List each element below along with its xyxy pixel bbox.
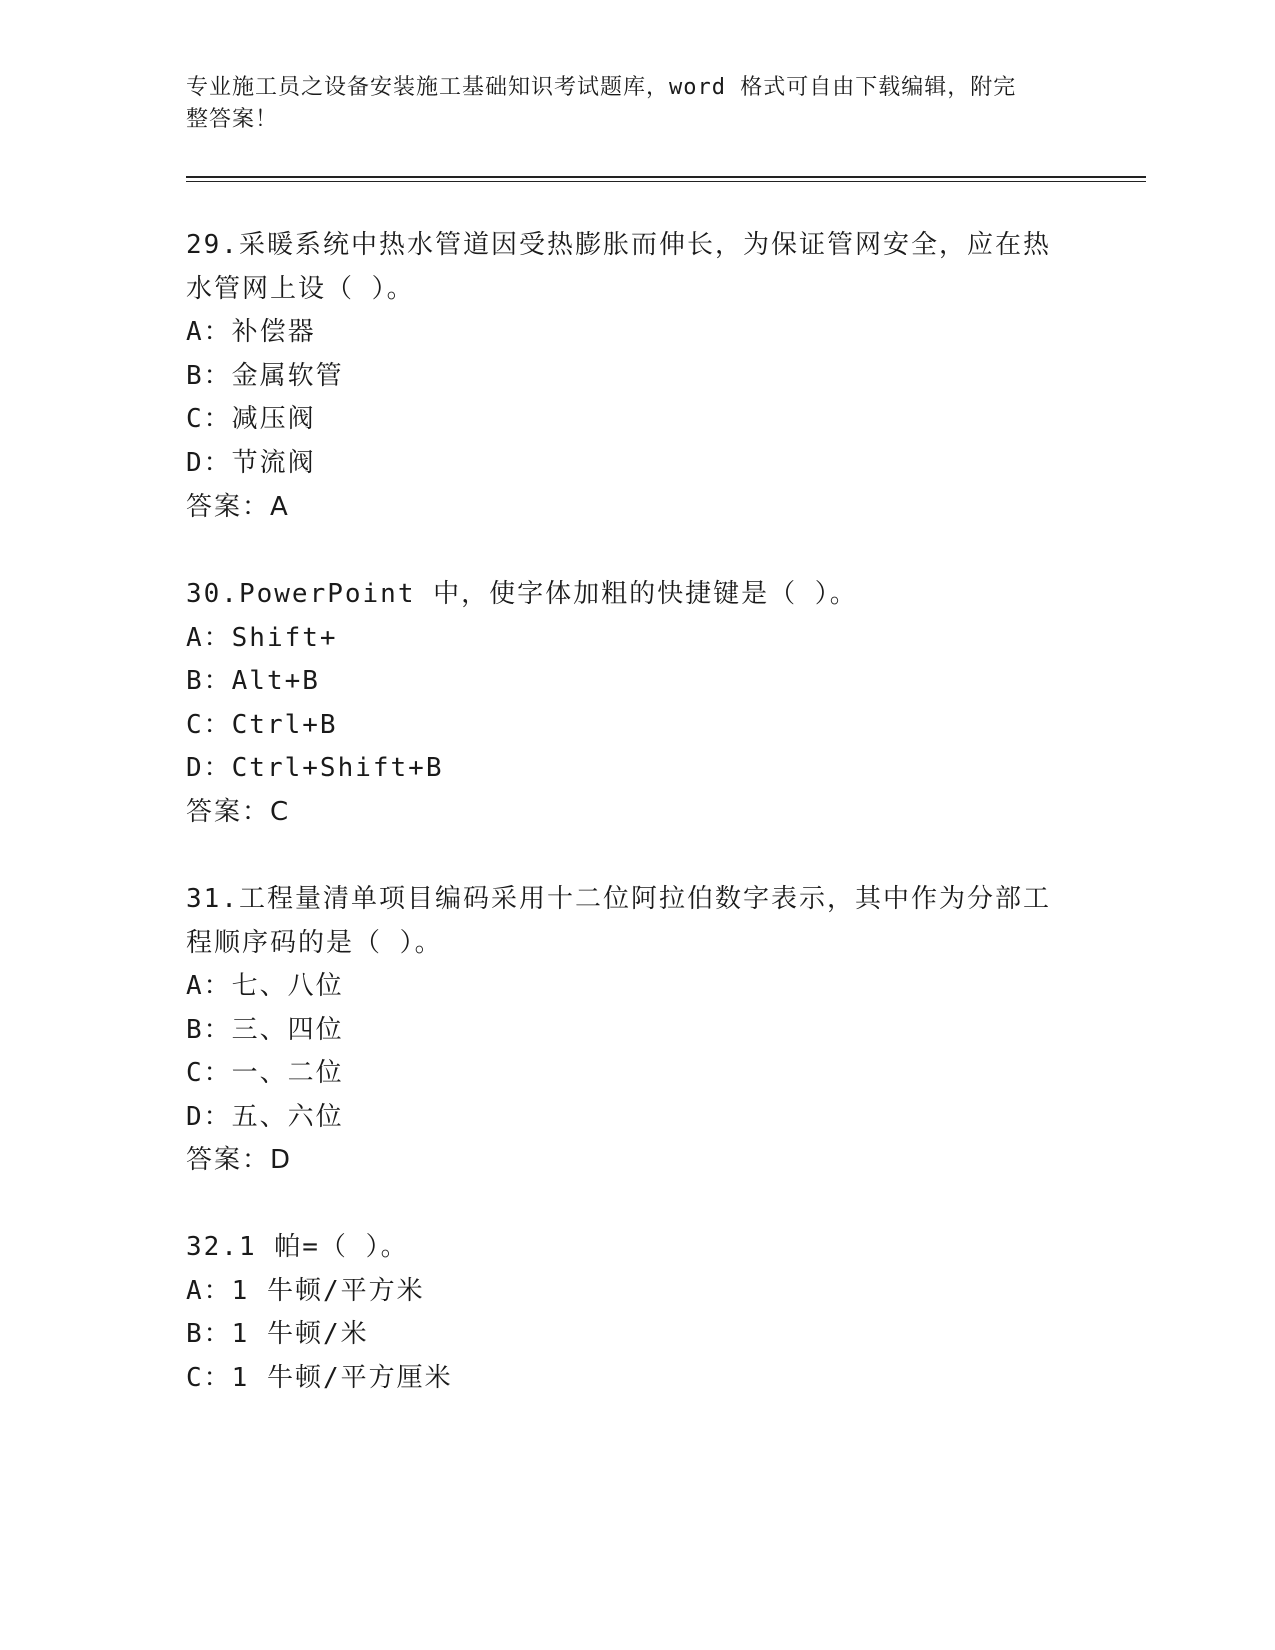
question-31-option-c: C：一、二位 xyxy=(186,1058,344,1088)
question-29-stem-line-1: 29.采暖系统中热水管道因受热膨胀而伸长，为保证管网安全，应在热 xyxy=(186,230,1051,260)
question-29-option-b: B：金属软管 xyxy=(186,361,344,391)
question-31-option-a: A：七、八位 xyxy=(186,971,344,1001)
question-30-option-a: A：Shift+ xyxy=(186,623,338,653)
question-31-stem-line-2: 程顺序码的是（ ）。 xyxy=(186,928,443,958)
header-divider-bottom xyxy=(186,181,1146,182)
question-30-stem-line-1: 30.PowerPoint 中，使字体加粗的快捷键是（ ）。 xyxy=(186,579,858,609)
document-header xyxy=(186,72,1066,136)
question-29-option-d: D：节流阀 xyxy=(186,448,316,478)
question-32-option-b: B：1 牛顿/米 xyxy=(186,1319,369,1349)
question-31-answer: 答案：D xyxy=(186,1145,293,1175)
question-31-option-b: B：三、四位 xyxy=(186,1015,344,1045)
question-31-stem-line-1: 31.工程量清单项目编码采用十二位阿拉伯数字表示，其中作为分部工 xyxy=(186,884,1051,914)
question-29-answer: 答案：A xyxy=(186,492,290,522)
question-32-option-c: C：1 牛顿/平方厘米 xyxy=(186,1363,453,1393)
question-30-option-b: B：Alt+B xyxy=(186,666,320,696)
header-line-1: 专业施工员之设备安装施工基础知识考试题库，word 格式可自由下载编辑，附完 xyxy=(186,75,1017,100)
question-29-option-c: C：减压阀 xyxy=(186,404,316,434)
question-30-option-c: C：Ctrl+B xyxy=(186,710,338,740)
question-32-stem-line-1: 32.1 帕=（ ）。 xyxy=(186,1232,409,1262)
question-30-answer: 答案：C xyxy=(186,797,291,827)
question-32-option-a: A：1 牛顿/平方米 xyxy=(186,1276,425,1306)
question-31-option-d: D：五、六位 xyxy=(186,1102,344,1132)
question-29-option-a: A：补偿器 xyxy=(186,317,316,347)
question-30-option-d: D：Ctrl+Shift+B xyxy=(186,753,444,783)
question-29-stem-line-2: 水管网上设（ ）。 xyxy=(186,274,415,304)
header-line-2: 整答案！ xyxy=(186,107,279,132)
header-divider-top xyxy=(186,176,1146,178)
